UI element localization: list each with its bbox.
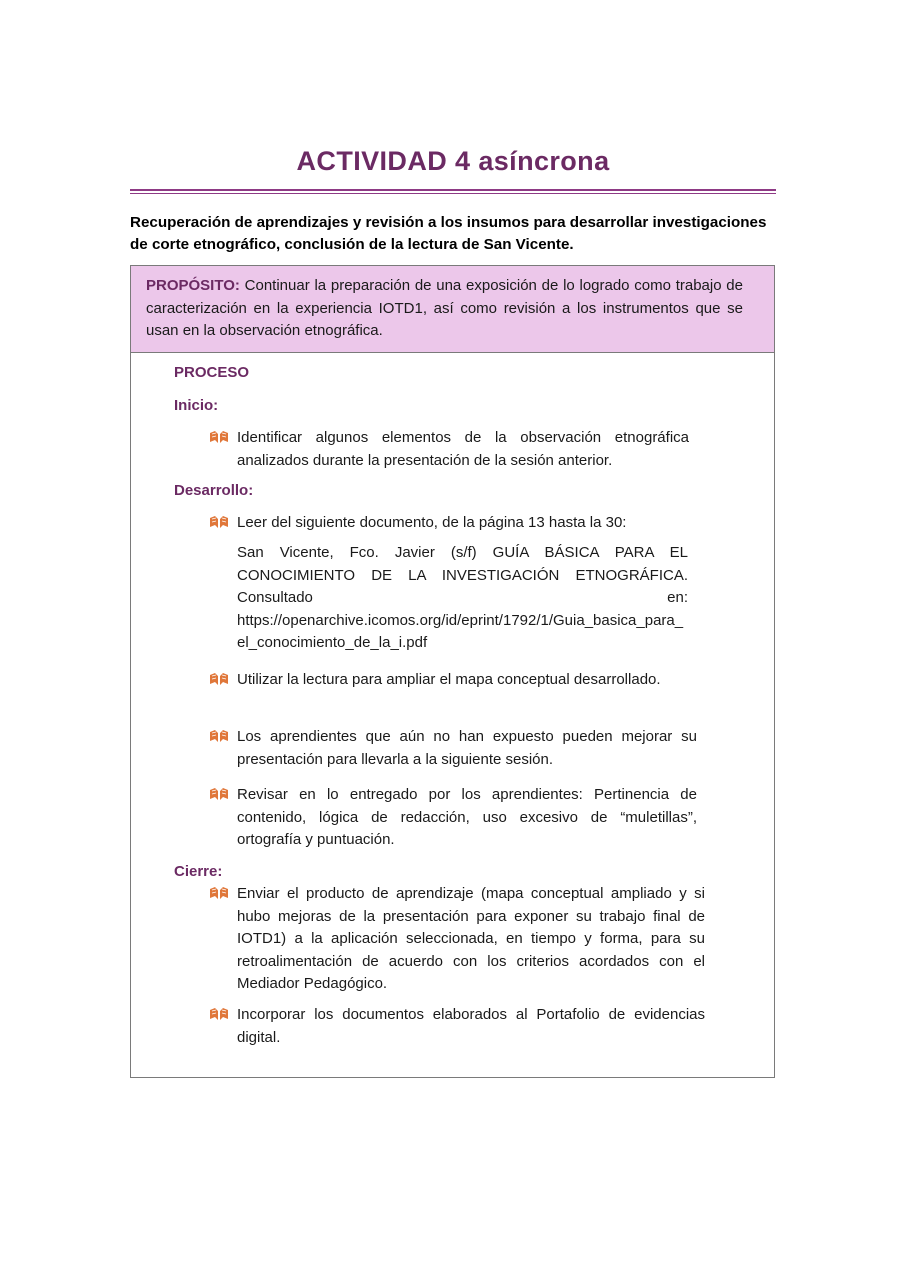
book-icon xyxy=(209,672,229,686)
book-icon xyxy=(209,729,229,743)
list-item-text: Revisar en lo entregado por los aprendientes: Pertinencia de contenido, lógica de redacción, uso excesivo de “muletillas”, ortografía y puntuación. xyxy=(237,786,697,848)
process-heading: PROCESO xyxy=(174,364,250,381)
title-rule-thin xyxy=(130,193,776,194)
list-item-text: Leer del siguiente documento, de la página 13 hasta la 30: xyxy=(237,514,627,531)
list-item-text: Enviar el producto de aprendizaje (mapa conceptual ampliado y si hubo mejoras de la presentación para exponer su trabajo final de IOTD1) a la aplicación seleccionada, en tiempo y forma, para su retroalimentación de acuerdo con los criterios acordados con el Mediador Pedagógico. xyxy=(237,885,705,992)
reference-url[interactable]: https://openarchive.icomos.org/id/eprint/1792/1/Guia_basica_para_el_conocimiento_de_la_i.pdf xyxy=(237,611,684,651)
reference-text: San Vicente, Fco. Javier (s/f) GUÍA BÁSICA PARA EL CONOCIMIENTO DE LA INVESTIGACIÓN ETNOGRÁFICA. Consultado en: xyxy=(237,544,688,606)
page-title: ACTIVIDAD 4 asíncrona xyxy=(296,146,610,176)
list-item-text: Identificar algunos elementos de la observación etnográfica analizados durante la presentación de la sesión anterior. xyxy=(237,429,689,469)
book-icon xyxy=(209,787,229,801)
book-icon xyxy=(209,886,229,900)
list-item-text: Incorporar los documentos elaborados al Portafolio de evidencias digital. xyxy=(237,1006,705,1046)
cierre-label: Cierre: xyxy=(174,863,223,880)
book-icon xyxy=(209,1007,229,1021)
activity-box xyxy=(130,265,775,1078)
purpose-text: Continuar la preparación de una exposición de lo logrado como trabajo de caracterización en la experiencia IOTD1, así como revisión a los instrumentos que se usan en la observación etnográfica. xyxy=(146,277,743,339)
activity-subtitle: Recuperación de aprendizajes y revisión a los insumos para desarrollar investigaciones de corte etnográfico, conclusión de la lectura de San Vicente. xyxy=(130,214,767,253)
book-icon xyxy=(209,515,229,529)
list-item-text: Los aprendientes que aún no han expuesto pueden mejorar su presentación para llevarla a la siguiente sesión. xyxy=(237,728,697,768)
inicio-label: Inicio: xyxy=(174,397,219,414)
reference-citation xyxy=(237,542,688,655)
desarrollo-label: Desarrollo: xyxy=(174,482,254,499)
title-rule xyxy=(130,189,776,191)
list-item-text: Utilizar la lectura para ampliar el mapa conceptual desarrollado. xyxy=(237,671,661,688)
purpose-panel xyxy=(131,266,774,353)
purpose-label: PROPÓSITO: xyxy=(146,277,240,294)
book-icon xyxy=(209,430,229,444)
